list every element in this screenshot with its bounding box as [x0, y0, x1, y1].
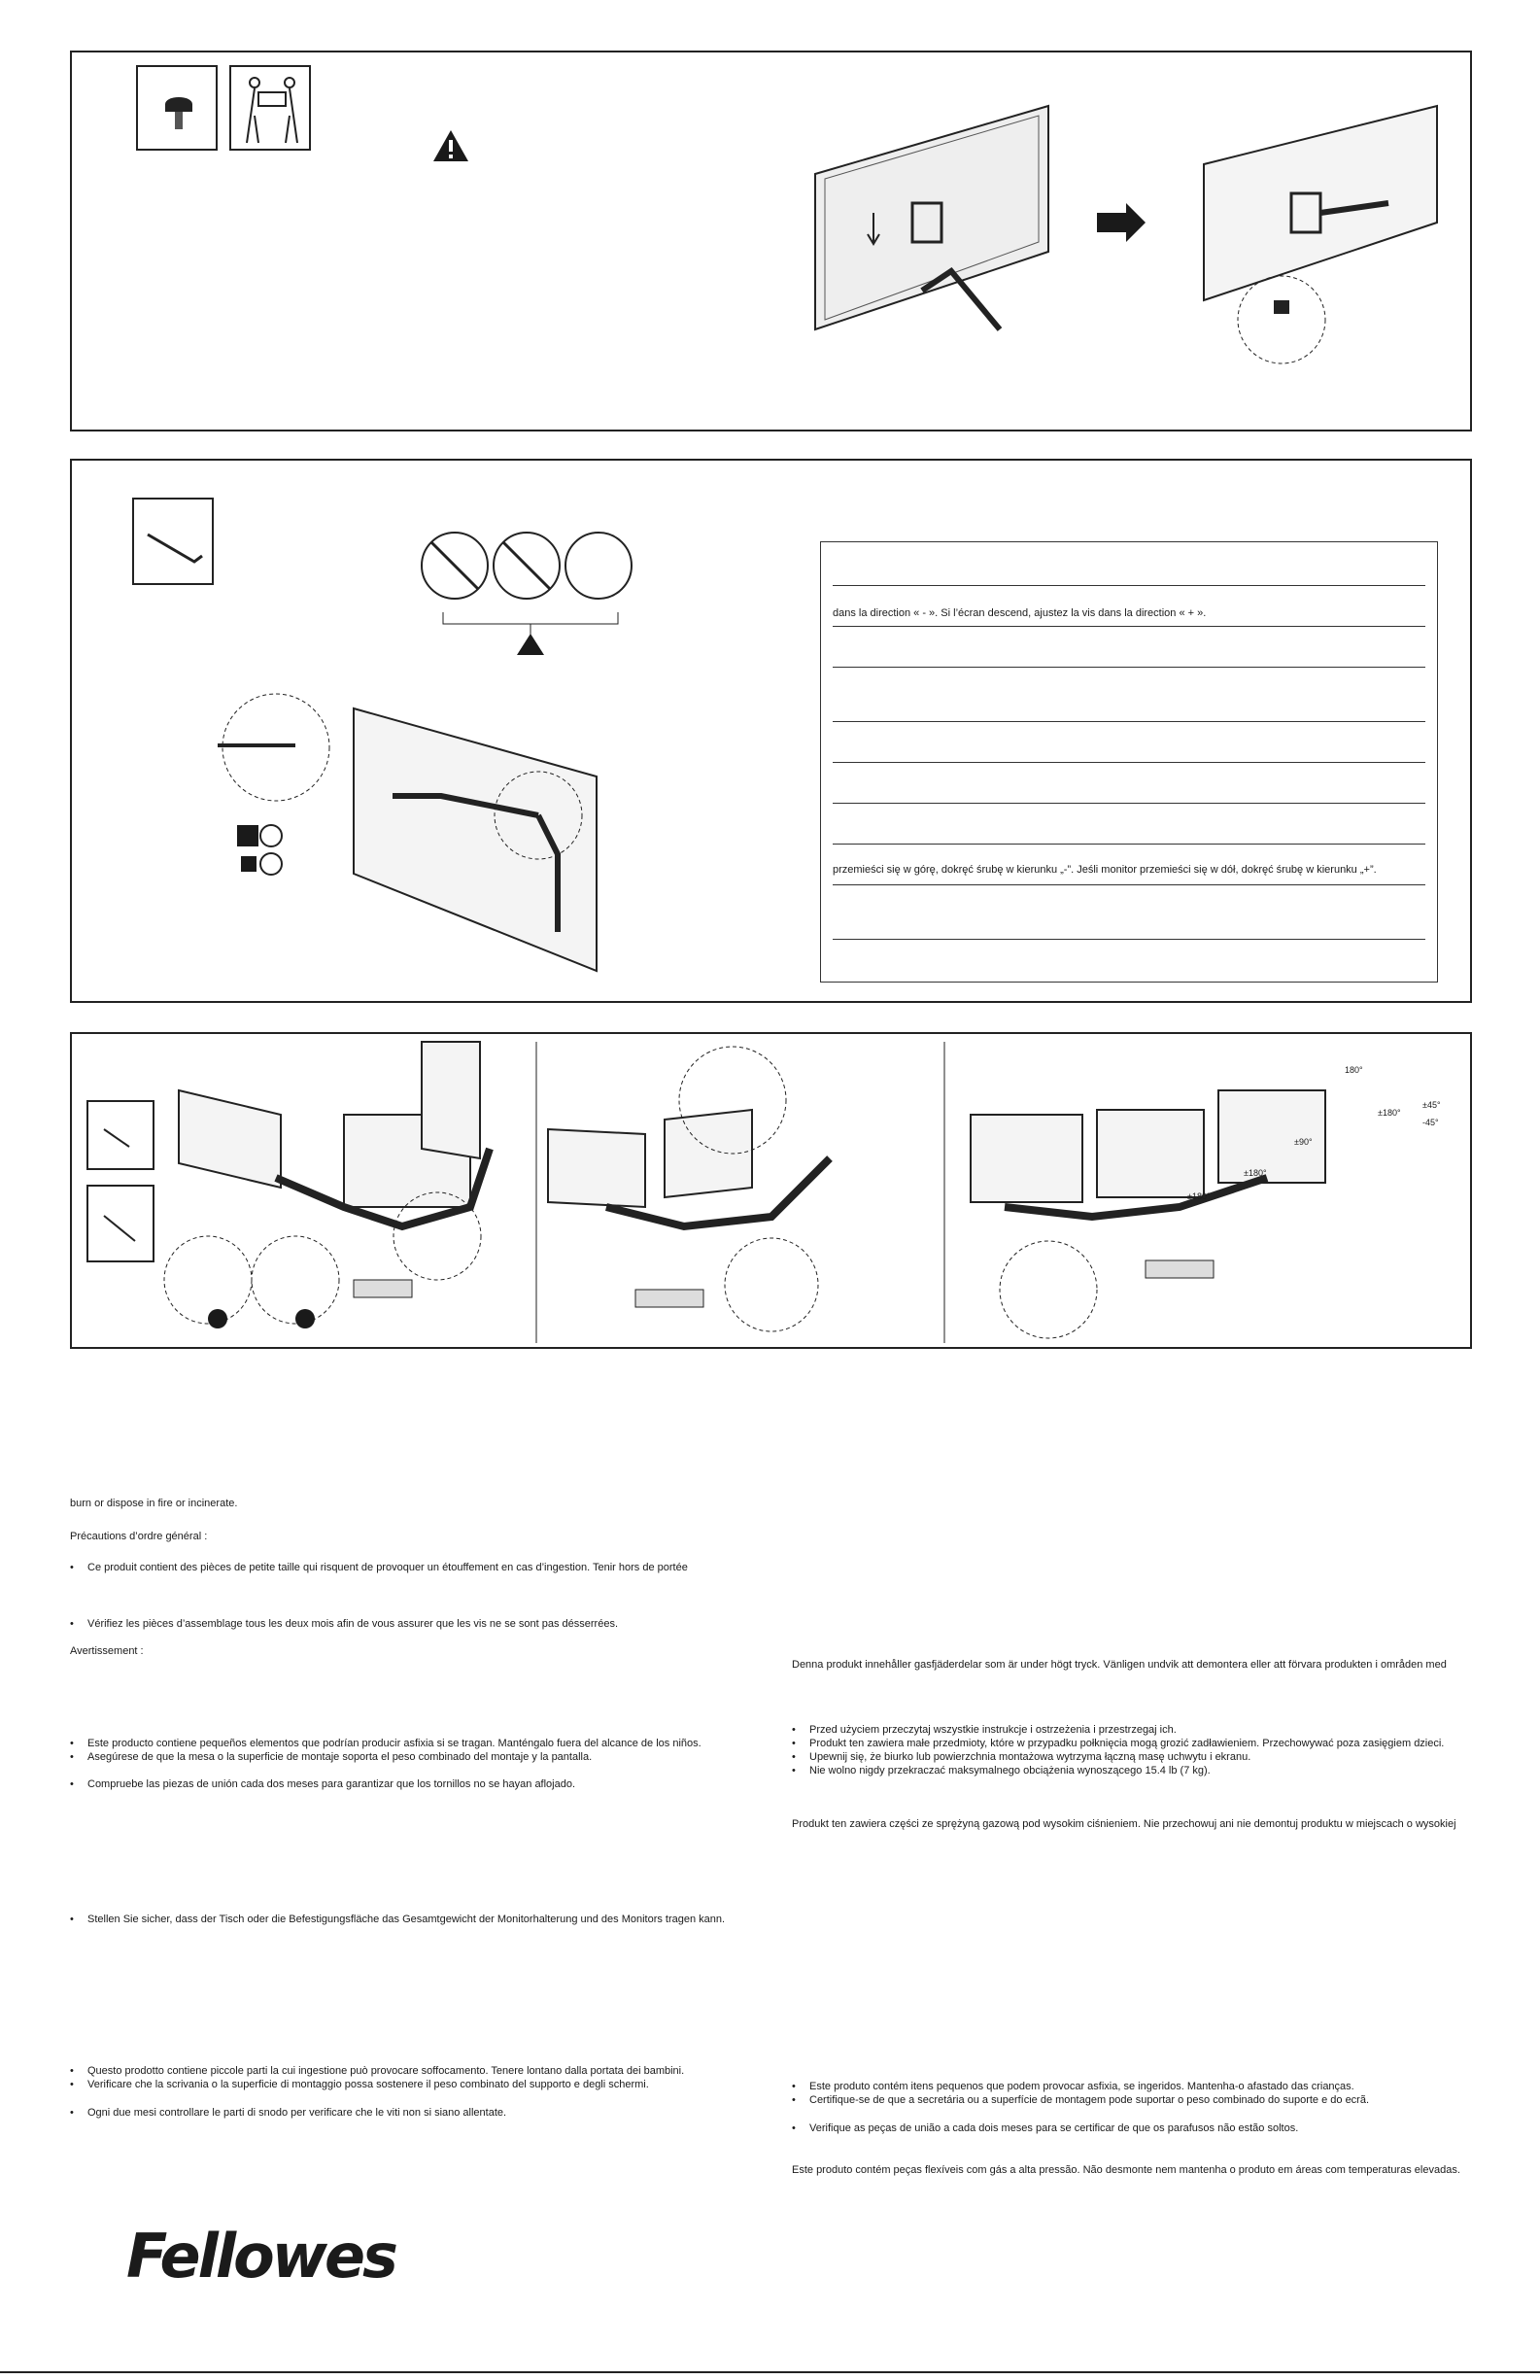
small-allen-key-icon-box — [86, 1100, 154, 1170]
cable-management-diagram — [150, 1042, 1471, 1343]
allen-key-icon — [134, 500, 216, 587]
two-person-lift-icon-box — [229, 65, 311, 151]
pt-bullet: • Certifique-se de que a secretária ou a superfície de montagem pode suportar o peso combinado do suporte e do ecrã. — [792, 2093, 1369, 2107]
rotation-label: ±180° — [1187, 1191, 1211, 1201]
rotation-label: -45° — [1422, 1118, 1439, 1127]
monitor-attach-diagram — [805, 96, 1486, 368]
instruction-rule — [833, 762, 1425, 763]
pt-bullet: • Este produto contém itens pequenos que podem provocar asfixia, se ingeridos. Mantenha-o afastado das crianças. — [792, 2080, 1354, 2093]
large-allen-key-icon — [88, 1187, 156, 1264]
pt-warning-line: Este produto contém peças flexíveis com gás a alta pressão. Não desmonte nem mantenha o produto em áreas com temperaturas elevadas. — [792, 2164, 1460, 2176]
step-panel-3 — [70, 1032, 1472, 1349]
pl-bullet: • Przed użyciem przeczytaj wszystkie instrukcje i ostrzeżenia i przestrzegaj ich. — [792, 1723, 1177, 1737]
rotation-label: ±90° — [1294, 1137, 1313, 1147]
fr-bullet: • Ce produit contient des pièces de petite taille qui risquent de provoquer un étouffement en cas d’ingestion. Tenir hors de portée — [70, 1561, 688, 1574]
instruction-rule — [833, 844, 1425, 845]
es-bullet: • Compruebe las piezas de unión cada dos meses para garantizar que los tornillos no se hayan aflojado. — [70, 1777, 575, 1791]
instruction-line-fr: dans la direction « - ». Si l’écran descend, ajustez la vis dans la direction « + ». — [833, 607, 1207, 619]
es-bullet: • Este producto contiene pequeños elementos que podrían producir asfixia si se tragan. Manténgalo fuera del alcance de los niños. — [70, 1737, 702, 1750]
it-bullet: • Verificare che la scrivania o la superficie di montaggio possa sostenere il peso combinato del supporto e degli schermi. — [70, 2078, 649, 2091]
instruction-line-pl: przemieści się w górę, dokręć śrubę w kierunku „-”. Jeśli monitor przemieści się w dół, dokręć śrubę w kierunku „+”. — [833, 864, 1377, 876]
en-warning-tail: burn or dispose in fire or incinerate. — [70, 1498, 238, 1509]
large-allen-key-icon-box — [86, 1185, 154, 1262]
instruction-rule — [833, 626, 1425, 627]
instruction-rule — [833, 667, 1425, 668]
two-person-lift-icon — [231, 67, 313, 153]
it-bullet: • Questo prodotto contiene piccole parti la cui ingestione può provocare soffocamento. Tenere lontano dalla portata dei bambini. — [70, 2064, 684, 2078]
fr-bullet: • Vérifiez les pièces d’assemblage tous les deux mois afin de vous assurer que les vis ne se sont pas désserrées. — [70, 1617, 618, 1631]
de-bullet: • Stellen Sie sicher, dass der Tisch oder die Befestigungsfläche das Gesamtgewicht der Monitorhalterung und des Monitors tragen kann. — [70, 1913, 725, 1926]
pl-warning-line: Produkt ten zawiera części ze sprężyną gazową pod wysokim ciśnieniem. Nie przechowuj ani nie demontuj produktu w miejscach o wysokiej — [792, 1818, 1456, 1830]
tilt-options-diagram — [414, 519, 667, 655]
rotation-label: 180° — [1345, 1065, 1363, 1075]
pt-bullet: • Verifique as peças de união a cada dois meses para se certificar de que os parafusos não estão soltos. — [792, 2121, 1298, 2135]
step-panel-1 — [70, 51, 1472, 431]
rotation-label: ±180° — [1378, 1108, 1401, 1118]
pl-bullet: • Produkt ten zawiera małe przedmioty, które w przypadku połknięcia mogą grozić zadławieniem. Przechowywać poza zasięgiem dzieci. — [792, 1737, 1444, 1750]
instruction-rule — [833, 721, 1425, 722]
warning-triangle-icon — [431, 128, 470, 163]
small-allen-key-icon — [88, 1102, 156, 1172]
fr-heading: Précautions d’ordre général : — [70, 1531, 208, 1542]
fellowes-logo: Fellowes — [126, 2221, 395, 2292]
es-bullet: • Asegúrese de que la mesa o la superficie de montaje soporta el peso combinado del montaje y la pantalla. — [70, 1750, 592, 1764]
instruction-rule — [833, 803, 1425, 804]
pl-bullet: • Nie wolno nigdy przekraczać maksymalnego obciążenia wynoszącego 15.4 lb (7 kg). — [792, 1764, 1211, 1777]
rotation-label: ±180° — [1244, 1168, 1267, 1178]
adjust-instructions-box — [820, 541, 1438, 983]
fr-warning-heading: Avertissement : — [70, 1645, 144, 1657]
sv-warning-line: Denna produkt innehåller gasfjäderdelar som är under högt tryck. Vänligen undvik att demontera eller att förvara produkten i områden med — [792, 1659, 1447, 1671]
step-panel-2 — [70, 459, 1472, 1003]
instruction-rule — [833, 585, 1425, 586]
pl-bullet: • Upewnij się, że biurko lub powierzchnia montażowa wytrzyma łączną masę uchwytu i ekranu. — [792, 1750, 1250, 1764]
allen-key-icon-box — [132, 498, 214, 585]
it-bullet: • Ogni due mesi controllare le parti di snodo per verificare che le viti non si siano allentate. — [70, 2106, 506, 2120]
thumbscrew-icon — [138, 67, 220, 153]
instruction-rule — [833, 884, 1425, 885]
rotation-label: ±45° — [1422, 1100, 1441, 1110]
thumbscrew-icon-box — [136, 65, 218, 151]
instruction-rule — [833, 939, 1425, 940]
footer-rule — [0, 2371, 1540, 2373]
tension-adjust-diagram — [218, 689, 674, 981]
